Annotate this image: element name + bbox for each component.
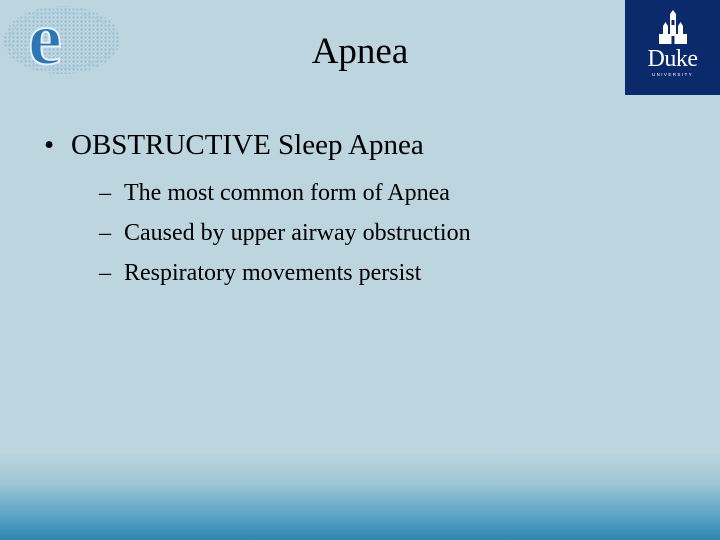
bullet-list [44,125,471,293]
bullet-marker: • [44,129,55,161]
dash-marker: – [99,220,111,246]
slide-title: Apnea [311,31,409,72]
e-logo-letter: e [28,0,62,80]
bullet-item [44,125,471,293]
dash-marker: – [99,180,111,206]
bullet-text: OBSTRUCTIVE Sleep Apnea [71,129,424,161]
duke-subword: UNIVERSITY [651,72,693,77]
sub-bullet-list [99,173,471,293]
sub-bullet-text: The most common form of Apnea [124,180,450,206]
sub-bullet-item [99,173,471,213]
sub-bullet-text: Caused by upper airway obstruction [124,220,471,246]
bottom-gradient-band [0,452,720,540]
dash-marker: – [99,260,111,286]
sub-bullet-item [99,213,471,253]
sub-bullet-item [99,253,471,293]
sub-bullet-text: Respiratory movements persist [124,260,422,286]
duke-wordmark: Duke [647,46,698,72]
